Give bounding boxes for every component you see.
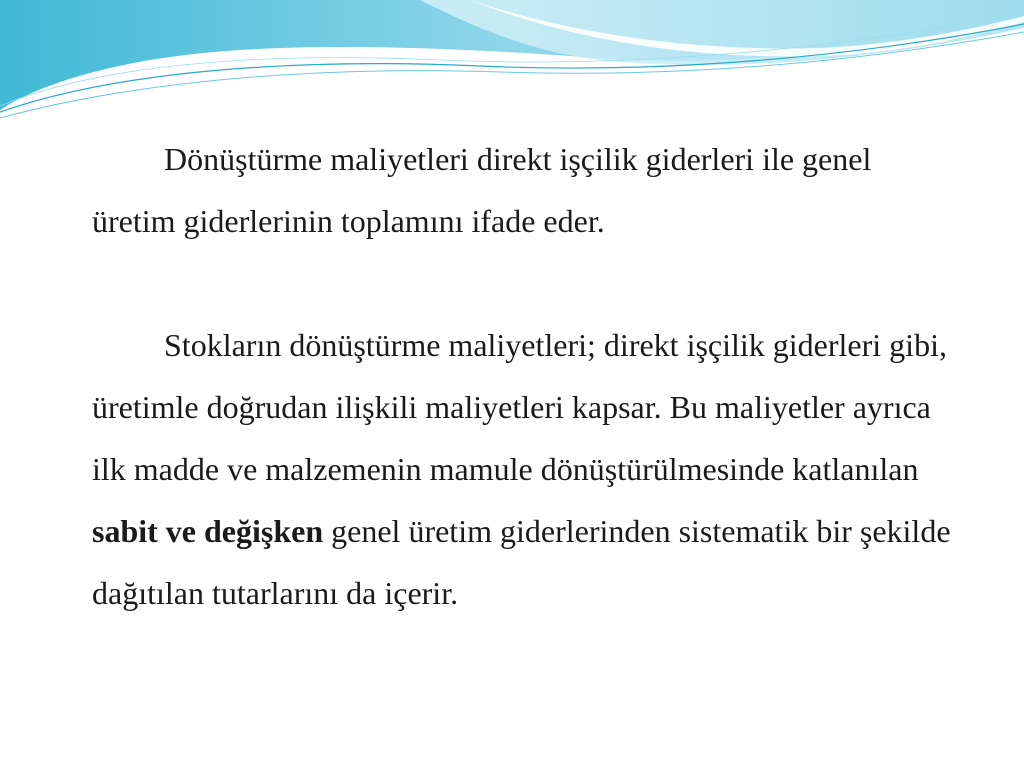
paragraph-2 (92, 314, 962, 624)
decorative-wave-header (0, 0, 1024, 130)
slide-body (92, 128, 962, 624)
paragraph-2-bold-text: sabit ve değişken (92, 513, 324, 549)
paragraph-2-text-after: genel üretim giderlerinden sistematik bir şekilde dağıtılan tutarlarını da içerir. (92, 513, 951, 611)
paragraph-2-text-before: Stokların dönüştürme maliyetleri; direkt işçilik giderleri gibi, üretimle doğrudan ilişkili maliyetleri kapsar. Bu maliyetler ayrıca ilk madde ve malzemenin mamule dönüştürülmesinde katlanılan (92, 327, 947, 487)
paragraph-1 (92, 128, 962, 252)
paragraph-1-text: Dönüştürme maliyetleri direkt işçilik giderleri ile genel üretim giderlerinin toplamını ifade eder. (92, 141, 872, 239)
